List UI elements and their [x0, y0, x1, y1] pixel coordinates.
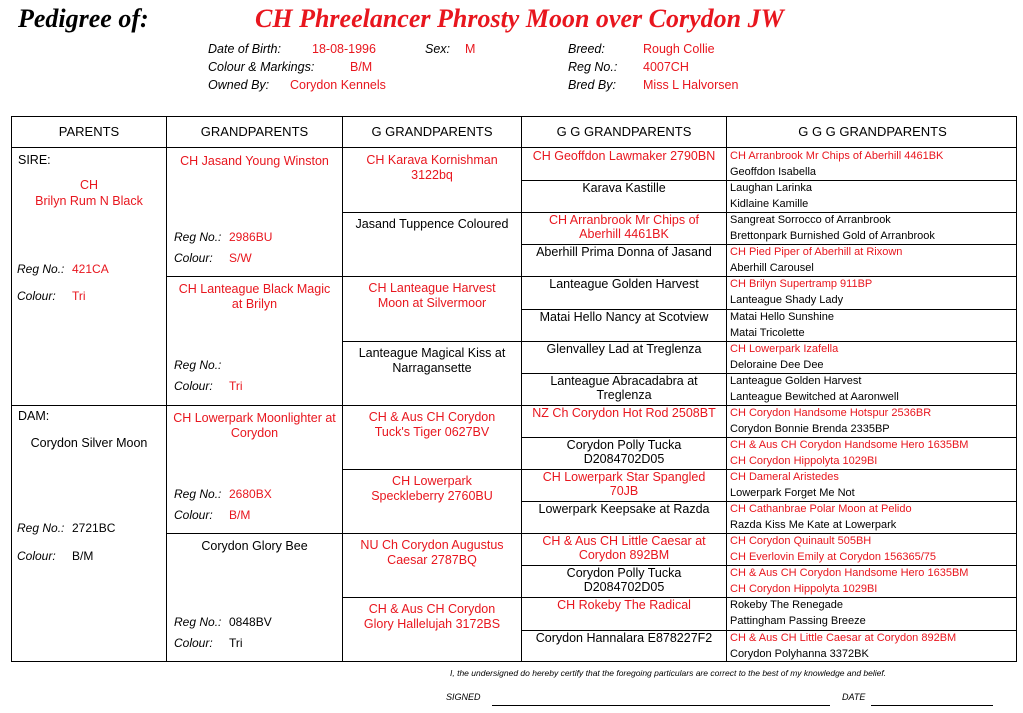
col-header-ggg-grandparents: G G G GRANDPARENTS — [798, 124, 947, 139]
ggg-grandparent-name: CH Corydon Handsome Hotspur 2536BR — [730, 406, 932, 419]
ggg-grandparent-name: CH Corydon Hippolyta 1029BI — [730, 583, 878, 596]
gg-grandparent-name: Corydon Polly Tucka D2084702D05 — [566, 566, 682, 595]
date-line[interactable] — [871, 705, 993, 706]
g-grandparent-name: CH Lowerpark Speckleberry 2760BU — [371, 474, 493, 503]
dob-label: Date of Birth: — [208, 42, 281, 56]
pedigree-label: Pedigree of: — [18, 4, 149, 33]
dam-colour: B/M — [72, 549, 94, 563]
gg-grandparent-name: Lanteague Abracadabra at Treglenza — [550, 373, 698, 402]
gg-grandparent-name: Matai Hello Nancy at Scotview — [539, 309, 709, 324]
sire-colour-label: Colour: — [17, 289, 56, 303]
gg-grandparent-name: Corydon Polly Tucka D2084702D05 — [566, 437, 682, 466]
gg-grandparent-name: Karava Kastille — [582, 181, 666, 196]
ggg-grandparent-name: CH Corydon Hippolyta 1029BI — [730, 454, 878, 467]
ggg-grandparent-name: Razda Kiss Me Kate at Lowerpark — [730, 519, 897, 532]
colour-row — [208, 60, 314, 74]
gp-reg-label: Reg No.: — [174, 615, 222, 630]
owned-row — [208, 78, 269, 92]
owned-label: Owned By: — [208, 78, 270, 92]
dog-name: CH Phreelancer Phrosty Moon over Corydon JW — [255, 4, 784, 33]
sex-label: Sex: — [425, 42, 451, 56]
certification-text: I, the undersigned do hereby certify that the foregoing particulars are correct to the best of my knowledge and belief. — [450, 668, 887, 678]
gg-grandparent-name: Lanteague Golden Harvest — [549, 277, 699, 292]
ggg-grandparent-name: Pattingham Passing Breeze — [730, 615, 866, 628]
pedigree-table — [11, 116, 1017, 662]
breed-value: Rough Collie — [643, 42, 715, 56]
ggg-grandparent-name: Lanteague Shady Lady — [730, 294, 844, 307]
reg-value: 4007CH — [643, 60, 689, 74]
gp-colour-label: Colour: — [174, 379, 213, 394]
sire-name-prefix: CH — [79, 178, 99, 192]
ggg-grandparent-name: CH & Aus CH Corydon Handsome Hero 1635BM — [730, 438, 969, 451]
col-header-parents: PARENTS — [58, 124, 120, 139]
bred-row — [568, 78, 616, 92]
ggg-grandparent-name: Geoffdon Isabella — [730, 166, 817, 179]
gg-grandparent-name: Glenvalley Lad at Treglenza — [546, 341, 702, 356]
gp-reg-label: Reg No.: — [174, 358, 222, 373]
ggg-grandparent-name: CH & Aus CH Little Caesar at Corydon 892BM — [730, 631, 957, 644]
breed-row — [568, 42, 605, 56]
sex-value: M — [465, 42, 476, 56]
ggg-grandparent-name: CH Everlovin Emily at Corydon 156365/75 — [730, 551, 937, 564]
gp-reg: 2680BX — [229, 486, 272, 501]
g-grandparent-name: NU Ch Corydon Augustus Caesar 2787BQ — [360, 538, 504, 568]
col-header-grandparents: GRANDPARENTS — [200, 124, 309, 139]
g-grandparent-name: CH & Aus CH Corydon Glory Hallelujah 3172BS — [363, 602, 501, 632]
dam-reg-label: Reg No.: — [17, 521, 65, 535]
grandparent-name: CH Lowerpark Moonlighter at Corydon — [173, 410, 336, 440]
gp-colour: Tri — [229, 379, 243, 394]
signed-label: SIGNED — [446, 692, 481, 702]
g-grandparent-name: Jasand Tuppence Coloured — [355, 217, 509, 232]
dob-row — [208, 42, 281, 56]
gg-grandparent-name: NZ Ch Corydon Hot Rod 2508BT — [532, 405, 716, 420]
dam-name: Corydon Silver Moon — [30, 436, 148, 450]
ggg-grandparent-name: Corydon Polyhanna 3372BK — [730, 647, 869, 660]
dob-value: 18-08-1996 — [312, 42, 376, 56]
sire-reg: 421CA — [72, 262, 109, 276]
ggg-grandparent-name: CH Dameral Aristedes — [730, 471, 839, 483]
gp-colour: B/M — [229, 507, 251, 522]
ggg-grandparent-name: CH & Aus CH Corydon Handsome Hero 1635BM — [730, 567, 969, 580]
col-header-gg-grandparents: G G GRANDPARENTS — [556, 124, 692, 139]
ggg-grandparent-name: Lanteague Bewitched at Aaronwell — [730, 390, 899, 403]
gp-reg: 2986BU — [229, 230, 273, 244]
breed-label: Breed: — [568, 42, 605, 56]
ggg-grandparent-name: Lowerpark Forget Me Not — [730, 487, 855, 500]
gp-reg: 0848BV — [229, 615, 272, 630]
gp-colour-label: Colour: — [174, 636, 213, 651]
ggg-grandparent-name: CH Arranbrook Mr Chips of Aberhill 4461BK — [730, 150, 944, 162]
ggg-grandparent-name: Kidlaine Kamille — [730, 198, 809, 211]
gp-colour: Tri — [229, 636, 243, 651]
gg-grandparent-name: Lowerpark Keepsake at Razda — [538, 502, 710, 517]
gg-grandparent-name: CH Rokeby The Radical — [557, 598, 691, 613]
bred-label: Bred By: — [568, 78, 616, 92]
ggg-grandparent-name: Brettonpark Burnished Gold of Arranbrook — [730, 230, 935, 243]
ggg-grandparent-name: CH Cathanbrae Polar Moon at Pelido — [730, 503, 912, 516]
ggg-grandparent-name: Deloraine Dee Dee — [730, 358, 824, 371]
gg-grandparent-name: CH Lowerpark Star Spangled 70JB — [542, 470, 706, 498]
gp-colour-label: Colour: — [174, 507, 213, 522]
ggg-grandparent-name: Rokeby The Renegade — [730, 599, 843, 612]
reg-row — [568, 60, 617, 74]
g-grandparent-name: CH Karava Kornishman 3122bq — [366, 153, 498, 182]
ggg-grandparent-name: Aberhill Carousel — [730, 262, 814, 275]
ggg-grandparent-name: Laughan Larinka — [730, 182, 812, 195]
ggg-grandparent-name: CH Lowerpark Izafella — [730, 342, 839, 355]
g-grandparent-name: CH Lanteague Harvest Moon at Silvermoor — [368, 281, 496, 311]
ggg-grandparent-name: CH Corydon Quinault 505BH — [730, 535, 872, 548]
ggg-grandparent-name: CH Brilyn Supertramp 911BP — [730, 278, 873, 291]
g-grandparent-name: Lanteague Magical Kiss at Narragansette — [358, 345, 506, 375]
gg-grandparent-name: Corydon Hannalara E878227F2 — [535, 630, 713, 645]
sire-name: Brilyn Rum N Black — [35, 194, 143, 208]
signature-line[interactable] — [492, 705, 830, 706]
ggg-grandparent-name: Matai Tricolette — [730, 326, 805, 339]
gg-grandparent-name: CH Geoffdon Lawmaker 2790BN — [532, 149, 716, 163]
colour-label: Colour & Markings: — [208, 60, 315, 74]
date-label: DATE — [842, 692, 866, 702]
col-header-g-grandparents: G GRANDPARENTS — [371, 124, 493, 139]
reg-label: Reg No.: — [568, 60, 618, 74]
gp-reg-label: Reg No.: — [174, 230, 222, 244]
g-grandparent-name: CH & Aus CH Corydon Tuck's Tiger 0627BV — [368, 409, 496, 439]
grandparent-name: Corydon Glory Bee — [201, 539, 308, 554]
owned-value: Corydon Kennels — [290, 78, 386, 92]
colour-value: B/M — [350, 60, 373, 74]
gg-grandparent-name: Aberhill Prima Donna of Jasand — [536, 245, 712, 260]
sex-row — [425, 42, 450, 56]
bred-value: Miss L Halvorsen — [643, 78, 739, 92]
dam-title: DAM: — [18, 409, 50, 423]
ggg-grandparent-name: Lanteague Golden Harvest — [730, 374, 862, 387]
sire-reg-label: Reg No.: — [17, 262, 65, 276]
gp-colour: S/W — [229, 251, 252, 265]
sire-title: SIRE: — [18, 153, 51, 167]
dam-colour-label: Colour: — [17, 549, 56, 563]
dam-reg: 2721BC — [72, 521, 116, 535]
gp-colour-label: Colour: — [174, 251, 213, 265]
grandparent-name: CH Lanteague Black Magic at Brilyn — [178, 282, 331, 312]
sire-colour: Tri — [72, 289, 86, 303]
grandparent-name: CH Jasand Young Winston — [180, 154, 329, 168]
ggg-grandparent-name: Corydon Bonnie Brenda 2335BP — [730, 422, 890, 435]
gg-grandparent-name: CH & Aus CH Little Caesar at Corydon 892BM — [542, 534, 706, 563]
ggg-grandparent-name: Sangreat Sorrocco of Arranbrook — [730, 214, 891, 227]
gp-reg-label: Reg No.: — [174, 486, 222, 501]
ggg-grandparent-name: Matai Hello Sunshine — [730, 310, 834, 323]
gg-grandparent-name: CH Arranbrook Mr Chips of Aberhill 4461BK — [548, 213, 700, 242]
ggg-grandparent-name: CH Pied Piper of Aberhill at Rixown — [730, 246, 903, 259]
